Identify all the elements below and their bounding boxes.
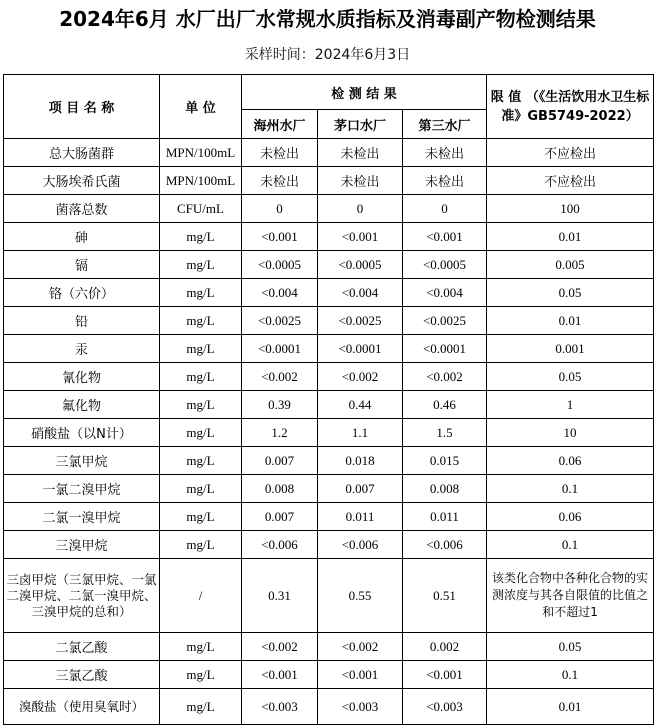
result-cell: 未检出 [242, 167, 318, 195]
result-cell: <0.001 [318, 661, 403, 689]
unit-cell: mg/L [160, 363, 242, 391]
item-name-cell: 三卤甲烷（三氯甲烷、一氯二溴甲烷、二氯一溴甲烷、三溴甲烷的总和） [4, 559, 160, 633]
result-cell: 1.1 [318, 419, 403, 447]
result-cell: 未检出 [318, 139, 403, 167]
table-row [4, 633, 654, 661]
item-name-cell: 二氯一溴甲烷 [4, 503, 160, 531]
result-cell: 0.31 [242, 559, 318, 633]
sampling-date: 采样时间：2024年6月3日 [244, 47, 411, 63]
result-cell: <0.0001 [403, 335, 487, 363]
item-name-cell: 铅 [4, 307, 160, 335]
result-cell: 0.007 [242, 447, 318, 475]
result-cell: <0.0005 [242, 251, 318, 279]
table-row [4, 503, 654, 531]
result-cell: 1.5 [403, 419, 487, 447]
result-cell: 0.44 [318, 391, 403, 419]
result-cell: <0.0025 [403, 307, 487, 335]
page-title: 2024年6月 水厂出厂水常规水质指标及消毒副产物检测结果 [59, 7, 596, 31]
unit-cell: mg/L [160, 251, 242, 279]
table-row [4, 531, 654, 559]
result-cell: 0.39 [242, 391, 318, 419]
unit-cell: CFU/mL [160, 195, 242, 223]
item-name-cell: 溴酸盐（使用臭氧时） [4, 689, 160, 725]
item-name-cell: 三氯乙酸 [4, 661, 160, 689]
result-cell: <0.002 [242, 633, 318, 661]
result-cell: <0.002 [318, 363, 403, 391]
result-cell: <0.0005 [318, 251, 403, 279]
item-name-cell: 总大肠菌群 [4, 139, 160, 167]
result-cell: <0.004 [318, 279, 403, 307]
table-row [4, 307, 654, 335]
result-cell: <0.002 [403, 363, 487, 391]
limit-cell: 10 [487, 419, 654, 447]
item-name-cell: 三氯甲烷 [4, 447, 160, 475]
result-cell: 0.008 [242, 475, 318, 503]
result-cell: <0.001 [403, 223, 487, 251]
result-cell: 0.011 [318, 503, 403, 531]
item-name-cell: 二氯乙酸 [4, 633, 160, 661]
result-cell: <0.006 [318, 531, 403, 559]
result-cell: 0.007 [318, 475, 403, 503]
limit-cell: 0.001 [487, 335, 654, 363]
limit-cell: 不应检出 [487, 167, 654, 195]
result-cell: <0.002 [242, 363, 318, 391]
limit-cell: 0.01 [487, 689, 654, 725]
table-row [4, 195, 654, 223]
result-cell: <0.001 [403, 661, 487, 689]
result-cell: 1.2 [242, 419, 318, 447]
header-limit: 限 值 （《生活饮用水卫生标准》GB5749-2022） [487, 75, 654, 139]
unit-cell: mg/L [160, 475, 242, 503]
table-row [4, 223, 654, 251]
result-cell: 0.51 [403, 559, 487, 633]
result-cell: <0.003 [318, 689, 403, 725]
limit-cell: 100 [487, 195, 654, 223]
limit-cell: 不应检出 [487, 139, 654, 167]
header-unit: 单 位 [160, 75, 242, 139]
result-cell: <0.0025 [242, 307, 318, 335]
unit-cell: MPN/100mL [160, 167, 242, 195]
result-cell: 未检出 [242, 139, 318, 167]
limit-cell: 0.05 [487, 633, 654, 661]
table-row [4, 447, 654, 475]
unit-cell: mg/L [160, 419, 242, 447]
result-cell: <0.002 [318, 633, 403, 661]
limit-cell: 该类化合物中各种化合物的实测浓度与其各自限值的比值之和不超过1 [487, 559, 654, 633]
result-cell: <0.001 [242, 661, 318, 689]
unit-cell: mg/L [160, 503, 242, 531]
limit-cell: 0.05 [487, 363, 654, 391]
header-plant-third: 第三水厂 [403, 110, 487, 139]
item-name-cell: 硝酸盐（以N计） [4, 419, 160, 447]
unit-cell: mg/L [160, 531, 242, 559]
results-table [3, 74, 654, 725]
item-name-cell: 氰化物 [4, 363, 160, 391]
limit-cell: 0.1 [487, 531, 654, 559]
item-name-cell: 菌落总数 [4, 195, 160, 223]
table-row [4, 335, 654, 363]
item-name-cell: 一氯二溴甲烷 [4, 475, 160, 503]
result-cell: <0.001 [318, 223, 403, 251]
limit-cell: 0.1 [487, 661, 654, 689]
result-cell: 0.018 [318, 447, 403, 475]
table-row [4, 279, 654, 307]
item-name-cell: 大肠埃希氏菌 [4, 167, 160, 195]
result-cell: 0.002 [403, 633, 487, 661]
table-row [4, 251, 654, 279]
item-name-cell: 铬（六价） [4, 279, 160, 307]
result-cell: <0.0005 [403, 251, 487, 279]
unit-cell: mg/L [160, 335, 242, 363]
table-row [4, 363, 654, 391]
item-name-cell: 三溴甲烷 [4, 531, 160, 559]
table-row [4, 661, 654, 689]
limit-cell: 1 [487, 391, 654, 419]
item-name-cell: 氟化物 [4, 391, 160, 419]
limit-cell: 0.005 [487, 251, 654, 279]
result-cell: <0.006 [242, 531, 318, 559]
table-row [4, 559, 654, 633]
table-row [4, 139, 654, 167]
table-row [4, 689, 654, 725]
result-cell: <0.004 [403, 279, 487, 307]
unit-cell: mg/L [160, 223, 242, 251]
result-cell: <0.0001 [318, 335, 403, 363]
table-body [4, 139, 654, 725]
table-row [4, 167, 654, 195]
result-cell: 未检出 [318, 167, 403, 195]
result-cell: <0.001 [242, 223, 318, 251]
limit-cell: 0.06 [487, 503, 654, 531]
limit-cell: 0.06 [487, 447, 654, 475]
header-item-name: 项 目 名 称 [4, 75, 160, 139]
result-cell: 0.007 [242, 503, 318, 531]
header-results: 检 测 结 果 [242, 75, 487, 110]
result-cell: <0.004 [242, 279, 318, 307]
unit-cell: MPN/100mL [160, 139, 242, 167]
result-cell: 0 [403, 195, 487, 223]
item-name-cell: 镉 [4, 251, 160, 279]
header-plant-maokou: 茅口水厂 [318, 110, 403, 139]
unit-cell: mg/L [160, 633, 242, 661]
result-cell: 0.46 [403, 391, 487, 419]
result-cell: 0.015 [403, 447, 487, 475]
result-cell: <0.006 [403, 531, 487, 559]
unit-cell: mg/L [160, 391, 242, 419]
limit-cell: 0.01 [487, 223, 654, 251]
result-cell: 未检出 [403, 139, 487, 167]
limit-cell: 0.05 [487, 279, 654, 307]
limit-cell: 0.1 [487, 475, 654, 503]
result-cell: <0.0025 [318, 307, 403, 335]
result-cell: 0.008 [403, 475, 487, 503]
result-cell: 0.55 [318, 559, 403, 633]
item-name-cell: 汞 [4, 335, 160, 363]
unit-cell: mg/L [160, 447, 242, 475]
result-cell: <0.003 [242, 689, 318, 725]
item-name-cell: 砷 [4, 223, 160, 251]
result-cell: <0.003 [403, 689, 487, 725]
result-cell: 0 [242, 195, 318, 223]
result-cell: 0 [318, 195, 403, 223]
unit-cell: / [160, 559, 242, 633]
result-cell: 0.011 [403, 503, 487, 531]
unit-cell: mg/L [160, 279, 242, 307]
table-row [4, 475, 654, 503]
header-plant-haizhou: 海州水厂 [242, 110, 318, 139]
unit-cell: mg/L [160, 689, 242, 725]
table-row [4, 419, 654, 447]
table-row [4, 391, 654, 419]
limit-cell: 0.01 [487, 307, 654, 335]
result-cell: <0.0001 [242, 335, 318, 363]
unit-cell: mg/L [160, 661, 242, 689]
result-cell: 未检出 [403, 167, 487, 195]
unit-cell: mg/L [160, 307, 242, 335]
